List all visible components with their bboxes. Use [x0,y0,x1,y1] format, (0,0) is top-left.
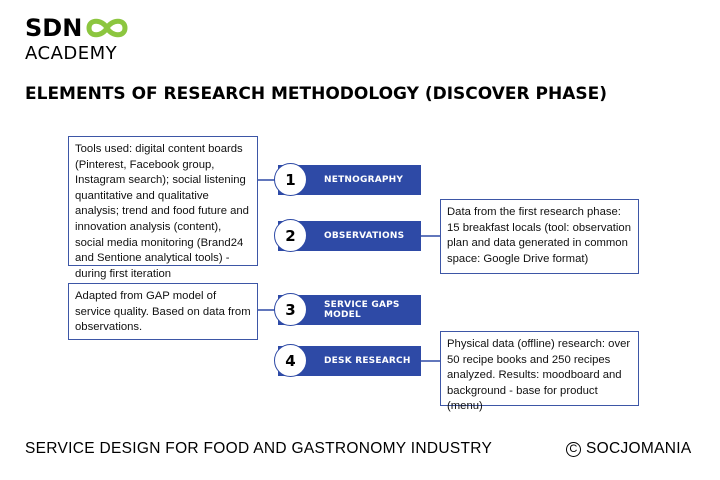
footer-brand: SOCJOMANIA [586,440,692,457]
step-number-1: 1 [274,163,307,196]
logo-brand: SDN [25,14,83,42]
step-number-2: 2 [274,219,307,252]
step-number-4: 4 [274,344,307,377]
description-netnography: Tools used: digital content boards (Pinterest, Facebook group, Instagram search); social listening quantitative and qualitative analysis; trend and food future and innovation analysis (content), social media monitoring (Brand24 and Sentione analytical tools) - during first iteration [68,136,258,266]
step-label: NETNOGRAPHY [324,175,404,185]
step-number-3: 3 [274,293,307,326]
footer-copyright [566,440,691,458]
page-title: ELEMENTS OF RESEARCH METHODOLOGY (DISCOVER PHASE) [25,84,608,104]
footer-course-title: SERVICE DESIGN FOR FOOD AND GASTRONOMY INDUSTRY [25,440,493,457]
step-label: OBSERVATIONS [324,231,405,241]
step-label: DESK RESEARCH [324,356,411,366]
logo-subtitle: ACADEMY [25,43,118,64]
description-service-gaps: Adapted from GAP model of service quality. Based on data from observations. [68,283,258,340]
copyright-icon: C [566,442,581,457]
step-label: SERVICE GAPS MODEL [324,300,400,320]
description-desk-research: Physical data (offline) research: over 50 recipe books and 250 recipes analyzed. Results: moodboard and background - base for product (menu) [440,331,639,406]
description-observations: Data from the first research phase: 15 breakfast locals (tool: observation plan and data generated in common space: Google Drive format) [440,199,639,274]
